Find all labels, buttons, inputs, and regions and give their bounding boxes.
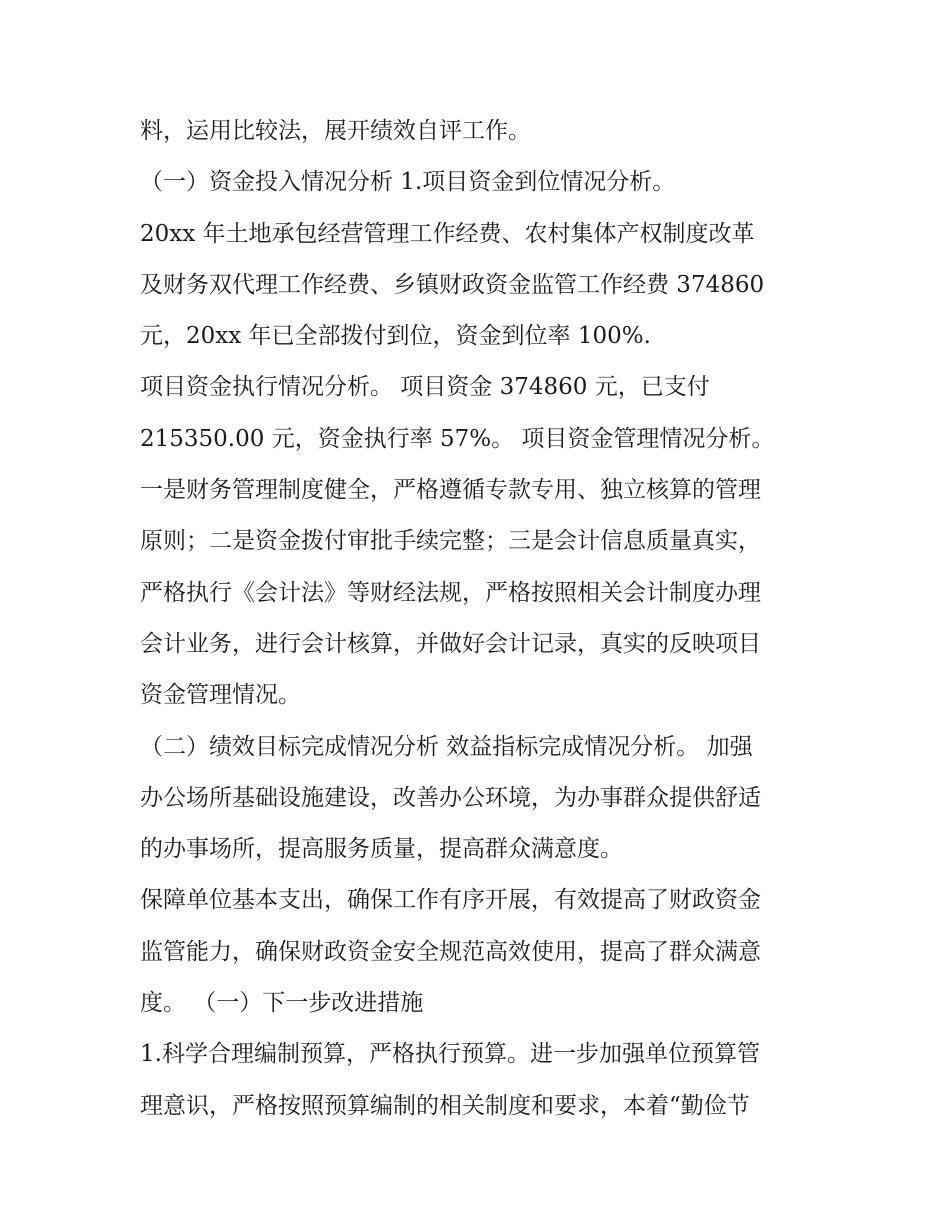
text-line: 监管能力，确保财政资金安全规范高效使用，提高了群众满意 bbox=[140, 938, 761, 965]
text-line: 1.科学合理编制预算，严格执行预算。进一步加强单位预算管 bbox=[140, 1041, 760, 1068]
section-heading-funding-input: （一）资金投入情况分析 1.项目资金到位情况分析。 bbox=[140, 169, 676, 196]
text-line: 料，运用比较法，展开绩效自评工作。 bbox=[140, 118, 531, 144]
text-line: 办公场所基础设施建设，改善办公环境，为办事群众提供舒适 bbox=[140, 784, 761, 811]
text-line: 元，20xx 年已全部拨付到位，资金到位率 100%. bbox=[140, 323, 651, 350]
section-heading-next-steps: 度。 （一）下一步改进措施 bbox=[140, 990, 424, 1017]
text-line: 理意识，严格按照预算编制的相关制度和要求，本着“勤俭节 bbox=[140, 1092, 750, 1119]
text-line: 20xx 年土地承包经营管理工作经费、农村集体产权制度改革 bbox=[140, 220, 755, 247]
text-line: 一是财务管理制度健全，严格遵循专款专用、独立核算的管理 bbox=[140, 477, 761, 504]
text-line: 会计业务，进行会计核算，并做好会计记录，真实的反映项目 bbox=[140, 630, 761, 657]
text-line: 215350.00 元，资金执行率 57%。 项目资金管理情况分析。 bbox=[140, 425, 775, 452]
text-line: 资金管理情况。 bbox=[140, 682, 301, 709]
text-line: 原则；二是资金拨付审批手续完整；三是会计信息质量真实， bbox=[140, 528, 761, 555]
text-line: 严格执行《会计法》等财经法规，严格按照相关会计制度办理 bbox=[140, 579, 761, 606]
text-line: 的办事场所，提高服务质量，提高群众满意度。 bbox=[140, 836, 623, 863]
text-line: 项目资金执行情况分析。 项目资金 374860 元，已支付 bbox=[140, 374, 710, 401]
section-heading-performance-goals: （二）绩效目标完成情况分析 效益指标完成情况分析。 加强 bbox=[140, 733, 753, 760]
document-body bbox=[140, 106, 820, 1132]
text-line: 保障单位基本支出，确保工作有序开展，有效提高了财政资金 bbox=[140, 887, 761, 914]
text-line: 及财务双代理工作经费、乡镇财政资金监管工作经费 374860 bbox=[140, 271, 765, 298]
